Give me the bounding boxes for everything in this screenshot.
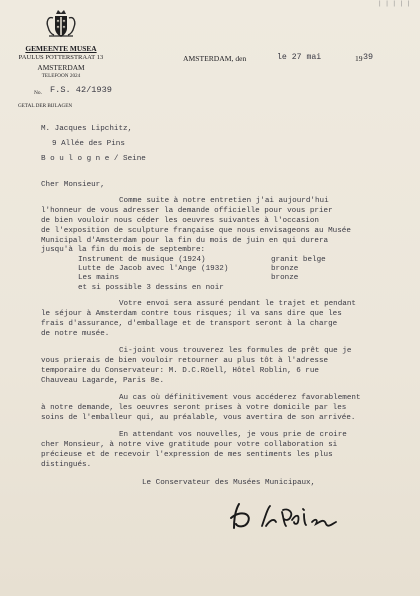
para1-line: jusqu'à la fin du mois de septembre: [41,246,206,254]
para4-line: à notre demande, les oeuvres seront prises à votre domicile par les [41,404,347,412]
para5-line: En attendant vos nouvelles, je vous prie de croire [119,431,347,439]
amsterdam-crest-logo [44,9,78,41]
para4-line: Au cas où définitivement vous accéderez favorablement [119,394,361,402]
para5-line: distingués. [41,461,92,469]
recipient-street: 9 Allée des Pins [52,140,125,148]
handwritten-signature [228,500,348,532]
ref-label: No. [34,90,42,96]
para2-line: Votre envoi sera assuré pendant le trajet et pendant [119,300,356,308]
date-text: le 27 mai [277,53,322,62]
org-street: PAULUS POTTERSTRAAT 13 [18,54,104,61]
recipient-name: M. Jacques Lipchitz, [41,125,133,133]
para4-line: soins de l'emballeur qui, au préalable, vous avertira de son arrivée. [41,414,356,422]
para3-line: Ci-joint vous trouverez les formules de prêt que je [119,347,352,355]
para5-line: cher Monsieur, à notre vive gratitude pour votre collaboration si [41,441,338,449]
work-material: bronze [271,274,299,282]
work-title: Les mains [78,274,120,282]
year-prefix: 19 [355,54,363,63]
para3-line: Chauveau Lagarde, Paris 8e. [41,377,165,385]
org-city: AMSTERDAM [37,63,85,72]
date-place: AMSTERDAM, den [183,54,247,63]
reference-number: F.S. 42/1939 [50,85,112,95]
work-material: granit belge [271,256,326,264]
closing-line: Le Conservateur des Musées Municipaux, [142,479,316,487]
recipient-city: B o u l o g n e / Seine [41,155,146,163]
year-suffix: 39 [363,52,374,62]
salutation: Cher Monsieur, [41,181,105,189]
para2-line: frais d'assurance, d'emballage et de transport seront à la charge [41,320,338,328]
enclosures-label: GETAL DER BIJLAGEN [18,103,73,109]
para1-line: de l'exposition de sculpture française que nous envisageons au Musée [41,227,351,235]
para1-line: l'honneur de vous adresser la demande officielle pour vous prier [41,207,333,215]
para5-line: précieuse et de recevoir l'expression de mes sentiments les plus [41,451,333,459]
work-title: Instrument de musique (1924) [78,256,206,264]
para3-line: temporaire du Conservateur: M. D.C.Röell, Hôtel Roblin, 6 rue [41,367,319,375]
para1-line: Comme suite à notre entretien j'ai aujourd'hui [119,197,329,205]
para2-line: le séjour à Amsterdam contre tous risques; il va sans dire que les [41,310,342,318]
para2-line: de notre musée. [41,330,110,338]
work-title: et si possible 3 dessins en noir [78,284,224,292]
work-material: bronze [271,265,299,273]
para3-line: vous prierais de bien vouloir retourner au plus tôt à l'adresse [41,357,329,365]
work-title: Lutte de Jacob avec l'Ange (1932) [78,265,229,273]
para1-line: Municipal d'Amsterdam pour la fin du mois de juin en qui durera [41,237,329,245]
para1-line: de bien vouloir nous céder les oeuvres suivantes à l'occasion [41,217,319,225]
edge-mark: | | | | | [378,0,411,7]
org-phone: TELEFOON 2024 [41,73,81,79]
org-name: GEMEENTE MUSEA [25,44,97,53]
